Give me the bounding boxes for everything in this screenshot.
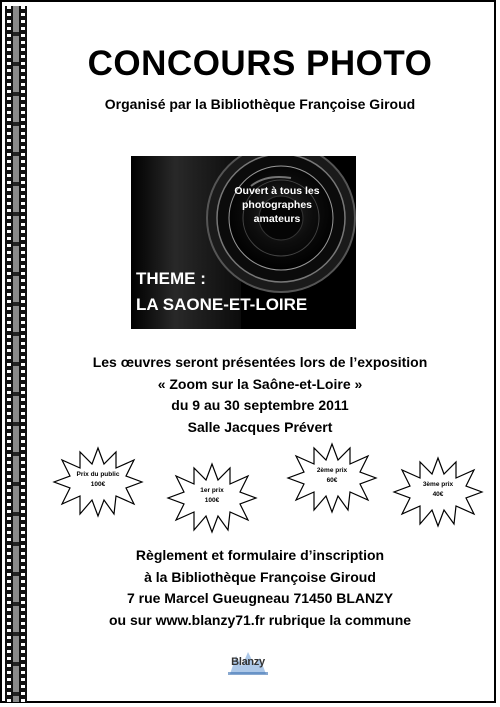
film-perforations-right (21, 6, 25, 702)
camera-lens-photo (131, 156, 356, 329)
exhibition-info (30, 352, 490, 439)
registration-info (30, 545, 490, 632)
caption-line: Ouvert à tous les (234, 185, 320, 197)
exhibition-venue: Salle Jacques Prévert (187, 419, 333, 436)
exhibition-name: « Zoom sur la Saône-et-Loire » (157, 375, 363, 392)
exhibition-dates: du 9 au 30 septembre 2011 (171, 397, 349, 414)
prize-label: Prix du public (76, 471, 120, 478)
prize-starburst-public (52, 446, 144, 518)
poster-subtitle: Organisé par la Bibliothèque Françoise Giroud (104, 96, 416, 112)
film-frames (13, 6, 19, 702)
caption-line: photographes (242, 199, 312, 212)
exhibition-line: Les œuvres seront présentées lors de l’exposition (92, 354, 428, 370)
prize-starburst-first (166, 462, 258, 534)
theme-heading: THEME : (136, 269, 206, 288)
rules-line: Règlement et formulaire d’inscription (135, 547, 385, 563)
theme-value: LA SAONE-ET-LOIRE (136, 295, 308, 315)
lens-caption (217, 184, 337, 227)
prize-label: 2ème prix (316, 467, 348, 474)
film-strip-decoration (5, 6, 27, 702)
logo-text: Blanzy (231, 656, 265, 668)
website-line: ou sur www.blanzy71.fr rubrique la commune (108, 612, 412, 629)
prize-text (406, 480, 470, 501)
prize-amount: 60€ (326, 477, 338, 485)
caption-line: amateurs (253, 213, 301, 226)
prize-amount: 40€ (432, 491, 444, 499)
prize-text (300, 466, 364, 487)
prize-starburst-third (392, 456, 484, 528)
prize-amount: 100€ (204, 497, 220, 505)
prize-starburst-second (286, 442, 378, 514)
prize-amount: 100€ (90, 481, 106, 489)
prize-label: 1er prix (200, 487, 224, 494)
address-line: 7 rue Marcel Gueugneau 71450 BLANZY (126, 590, 394, 607)
blanzy-logo (226, 648, 270, 678)
rules-line: à la Bibliothèque Françoise Giroud (144, 568, 376, 585)
prize-label: 3ème prix (422, 481, 454, 488)
prize-text (180, 486, 244, 507)
theme-block (136, 266, 356, 319)
prize-text (66, 470, 130, 491)
film-perforations-left (7, 6, 11, 702)
poster-title: CONCOURS PHOTO (87, 44, 433, 83)
